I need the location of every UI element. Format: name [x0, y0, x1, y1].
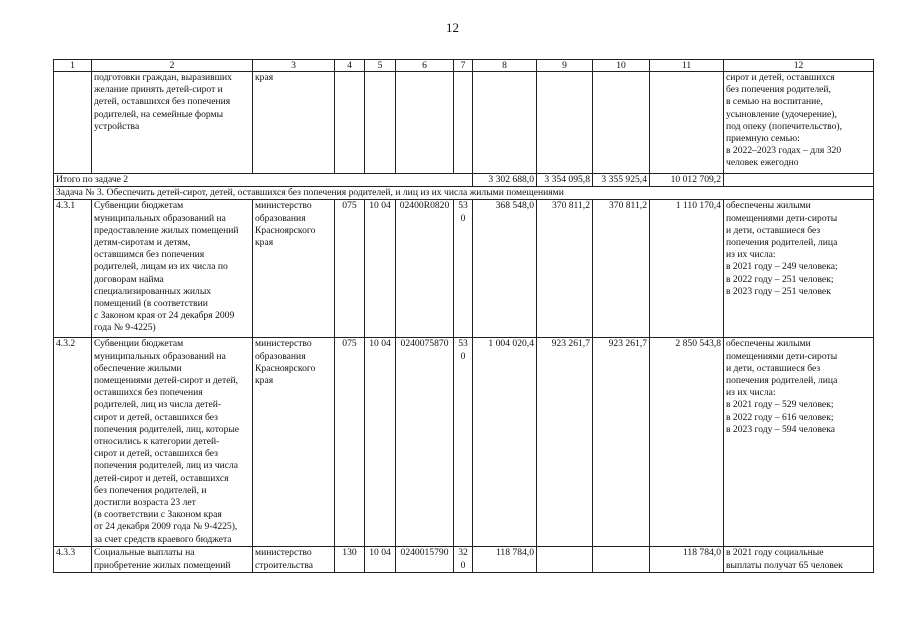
total-value: 10 012 709,2 — [650, 174, 724, 187]
amount-2021: 368 548,0 — [473, 200, 537, 338]
amount-2022 — [537, 547, 593, 573]
code-expense-type: 530 — [454, 200, 473, 338]
task-heading: Задача № 3. Обеспечить детей-сирот, детей, оставшихся без попечения родителей, и лиц из их числа жилыми помещениями — [54, 187, 874, 200]
amount-2021: 1 004 020,4 — [473, 338, 537, 547]
code-target: 0240075870 — [396, 338, 454, 547]
code-grbs: 130 — [335, 547, 365, 573]
code-expense-type: 530 — [454, 338, 473, 547]
code-target: 02400R0820 — [396, 200, 454, 338]
amount-2022: 923 261,7 — [537, 338, 593, 547]
column-number: 9 — [537, 60, 593, 72]
total-value: 3 355 925,4 — [593, 174, 650, 187]
expected-result: сирот и детей, оставшихся без попечения родителей, в семью на воспитание, усыновление (удочерение), под опеку (попечительство), приемную семью: в 2022–2023 годах – для 320 человек ежегодно — [724, 72, 874, 174]
total-row — [54, 174, 874, 187]
column-number: 7 — [454, 60, 473, 72]
table-row — [54, 338, 874, 547]
task-heading-row — [54, 187, 874, 200]
measure-name: Социальные выплаты на приобретение жилых помещений — [92, 547, 253, 573]
program-table — [53, 59, 874, 573]
responsible-org: министерство образования Красноярского края — [253, 200, 335, 338]
responsible-org: края — [253, 72, 335, 174]
column-number: 1 — [54, 60, 92, 72]
amount-2021: 118 784,0 — [473, 547, 537, 573]
responsible-org: министерство строительства — [253, 547, 335, 573]
measure-name: подготовки граждан, выразивших желание принять детей-сирот и детей, оставшихся без попечения родителей, на семейные формы устройства — [92, 72, 253, 174]
total-value: 3 302 688,0 — [473, 174, 537, 187]
code-target: 0240015790 — [396, 547, 454, 573]
code-section: 10 04 — [365, 547, 396, 573]
row-number: 4.3.1 — [54, 200, 92, 338]
column-number: 5 — [365, 60, 396, 72]
column-number: 12 — [724, 60, 874, 72]
column-number: 3 — [253, 60, 335, 72]
total-value: 3 354 095,8 — [537, 174, 593, 187]
measure-name: Субвенции бюджетам муниципальных образований на предоставление жилых помещений детям-сиротам и детям, оставшимся без попечения родителей, лицам из их числа по договорам найма специализированных жилых помещений (в соответствии с Законом края от 24 декабря 2009 года № 9-4225) — [92, 200, 253, 338]
table-row — [54, 547, 874, 573]
amount-2022: 370 811,2 — [537, 200, 593, 338]
amount-2023: 370 811,2 — [593, 200, 650, 338]
page-number: 12 — [446, 20, 459, 35]
amount-total: 118 784,0 — [650, 547, 724, 573]
table-row — [54, 72, 874, 174]
total-label: Итого по задаче 2 — [54, 174, 473, 187]
table-row — [54, 200, 874, 338]
column-number: 8 — [473, 60, 537, 72]
amount-2023: 923 261,7 — [593, 338, 650, 547]
column-number: 4 — [335, 60, 365, 72]
amount-total: 1 110 170,4 — [650, 200, 724, 338]
column-number-row — [54, 60, 874, 72]
code-expense-type: 320 — [454, 547, 473, 573]
amount-2023 — [593, 547, 650, 573]
row-number: 4.3.2 — [54, 338, 92, 547]
code-section: 10 04 — [365, 338, 396, 547]
code-grbs: 075 — [335, 200, 365, 338]
column-number: 6 — [396, 60, 454, 72]
column-number: 11 — [650, 60, 724, 72]
expected-result: обеспечены жилыми помещениями дети-сироты и дети, оставшиеся без попечения родителей, лица из их числа: в 2021 году – 529 человек; в 2022 году – 616 человек; в 2023 году – 594 человека — [724, 338, 874, 547]
row-number: 4.3.3 — [54, 547, 92, 573]
column-number: 2 — [92, 60, 253, 72]
responsible-org: министерство образования Красноярского края — [253, 338, 335, 547]
expected-result: обеспечены жилыми помещениями дети-сироты и дети, оставшиеся без попечения родителей, лица из их числа: в 2021 году – 249 человека; в 2022 году – 251 человек; в 2023 году – 251 человек — [724, 200, 874, 338]
code-grbs: 075 — [335, 338, 365, 547]
expected-result: в 2021 году социальные выплаты получат 65 человек — [724, 547, 874, 573]
column-number: 10 — [593, 60, 650, 72]
amount-total: 2 850 543,8 — [650, 338, 724, 547]
code-section: 10 04 — [365, 200, 396, 338]
measure-name: Субвенции бюджетам муниципальных образований на обеспечение жилыми помещениями детей-сирот и детей, оставшихся без попечения родителей, лиц из числа детей- сирот и детей, оставшихся без попечения родителей, лиц, которые относились к категории детей- сирот и детей, оставшихся без попечения родителей, лиц из числа детей-сирот и детей, оставшихся без попечения родителей, и достигли возраста 23 лет (в соответствии с Законом края от 24 декабря 2009 года № 9-4225), за счет средств краевого бюджета — [92, 338, 253, 547]
